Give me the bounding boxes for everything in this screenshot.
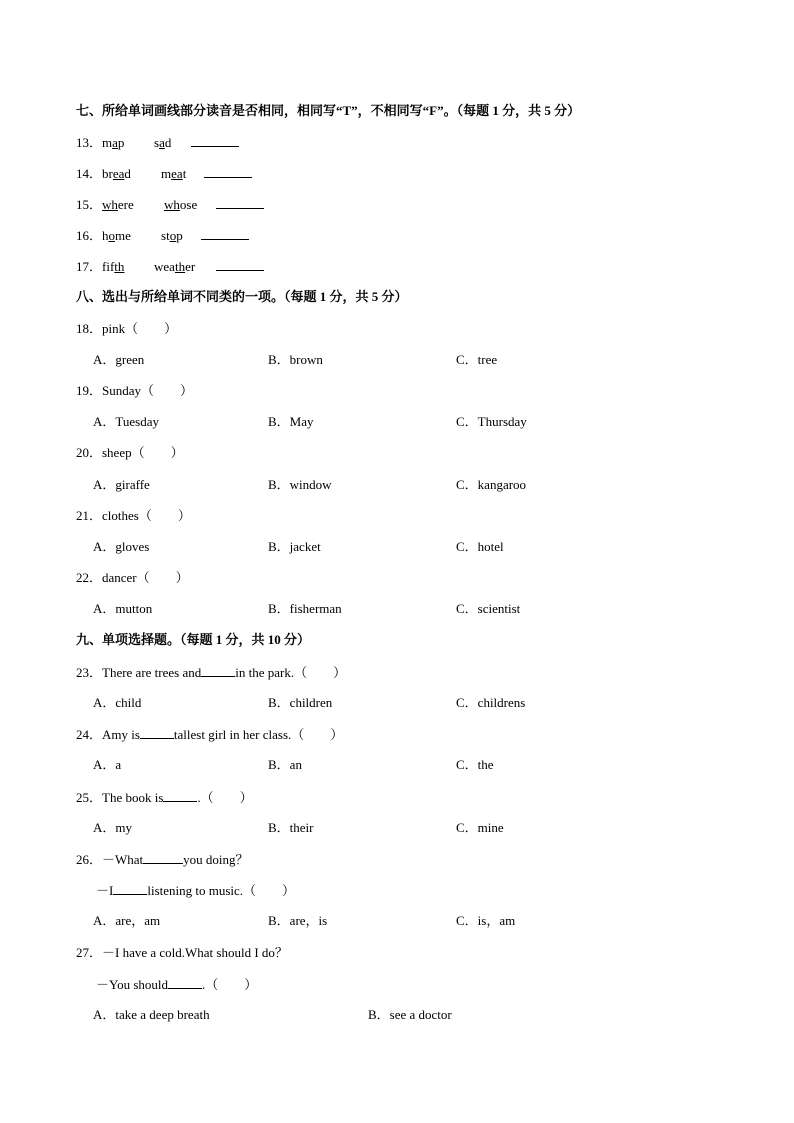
option-b[interactable]: B．see a doctor (368, 1007, 452, 1022)
question-24: 24．Amy is tallest girl in her class.（ ） (76, 727, 344, 742)
option-b[interactable]: B．May (268, 414, 314, 429)
fill-blank[interactable] (140, 726, 174, 739)
option-b[interactable]: B．jacket (268, 539, 321, 554)
question-27-line1: 27．－I have a cold.What should I do？ (76, 945, 288, 960)
option-c[interactable]: C．scientist (456, 601, 521, 616)
option-a[interactable]: A．take a deep breath (93, 1007, 210, 1022)
option-b[interactable]: B．are，is (268, 913, 328, 928)
fill-blank[interactable] (163, 789, 197, 802)
fill-blank[interactable] (201, 664, 235, 677)
fill-blank[interactable] (168, 976, 202, 989)
question-23: 23．There are trees and in the park.（ ） (76, 665, 347, 680)
word-2: weather (154, 259, 196, 274)
option-a[interactable]: A．giraffe (93, 477, 150, 492)
question-number: 13． (76, 135, 103, 150)
question-27-line2: －You should .（ ） (96, 977, 258, 992)
option-c[interactable]: C．hotel (456, 539, 504, 554)
question-22: 22．dancer（ ） (76, 570, 189, 585)
question-26-line2: －I listening to music.（ ） (96, 883, 296, 898)
word-1: bread (102, 166, 131, 181)
question-26-line1: 26．－What you doing？ (76, 852, 249, 867)
answer-blank[interactable] (204, 165, 252, 178)
option-b[interactable]: B．children (268, 695, 333, 710)
question-25: 25．The book is .（ ） (76, 790, 253, 805)
option-a[interactable]: A．mutton (93, 601, 153, 616)
option-a[interactable]: A．Tuesday (93, 414, 159, 429)
question-14: 14．bread meat (76, 165, 252, 182)
option-a[interactable]: A．child (93, 695, 142, 710)
option-c[interactable]: C．Thursday (456, 414, 527, 429)
option-b[interactable]: B．window (268, 477, 332, 492)
question-21: 21．clothes（ ） (76, 508, 191, 523)
section9-heading: 九、单项选择题。（每题 1 分，共 10 分） (76, 632, 311, 647)
word-2: sad (154, 135, 172, 150)
word-1: home (102, 228, 131, 243)
word-2: whose (164, 197, 198, 212)
option-c[interactable]: C．childrens (456, 695, 526, 710)
question-15: 15．where whose (76, 196, 264, 213)
fill-blank[interactable] (143, 851, 183, 864)
word-1: fifth (102, 259, 125, 274)
answer-blank[interactable] (191, 134, 239, 147)
question-16: 16．home stop (76, 227, 249, 244)
option-a[interactable]: A．a (93, 757, 122, 772)
question-18: 18．pink（ ） (76, 321, 178, 336)
option-b[interactable]: B．brown (268, 352, 323, 367)
answer-blank[interactable] (216, 196, 264, 209)
word-1: where (102, 197, 134, 212)
option-b[interactable]: B．their (268, 820, 314, 835)
word-2: stop (161, 228, 183, 243)
option-c[interactable]: C．mine (456, 820, 504, 835)
question-20: 20．sheep（ ） (76, 445, 184, 460)
option-a[interactable]: A．are，am (93, 913, 161, 928)
option-c[interactable]: C．the (456, 757, 494, 772)
answer-blank[interactable] (216, 258, 264, 271)
word-1: map (102, 135, 125, 150)
section8-heading: 八、选出与所给单词不同类的一项。（每题 1 分，共 5 分） (76, 289, 408, 304)
option-c[interactable]: C．is，am (456, 913, 516, 928)
section7-heading: 七、所给单词画线部分读音是否相同，相同写“T”，不相同写“F”。（每题 1 分，共 5 分） (76, 103, 581, 118)
fill-blank[interactable] (113, 882, 147, 895)
option-c[interactable]: C．kangaroo (456, 477, 527, 492)
option-a[interactable]: A．my (93, 820, 133, 835)
answer-blank[interactable] (201, 227, 249, 240)
option-b[interactable]: B．an (268, 757, 302, 772)
question-13 (76, 134, 239, 151)
word-2: meat (161, 166, 187, 181)
question-17: 17．fifth weather (76, 258, 264, 275)
option-c[interactable]: C．tree (456, 352, 498, 367)
question-19: 19．Sunday（ ） (76, 383, 194, 398)
option-a[interactable]: A．gloves (93, 539, 150, 554)
option-b[interactable]: B．fisherman (268, 601, 342, 616)
option-a[interactable]: A．green (93, 352, 145, 367)
